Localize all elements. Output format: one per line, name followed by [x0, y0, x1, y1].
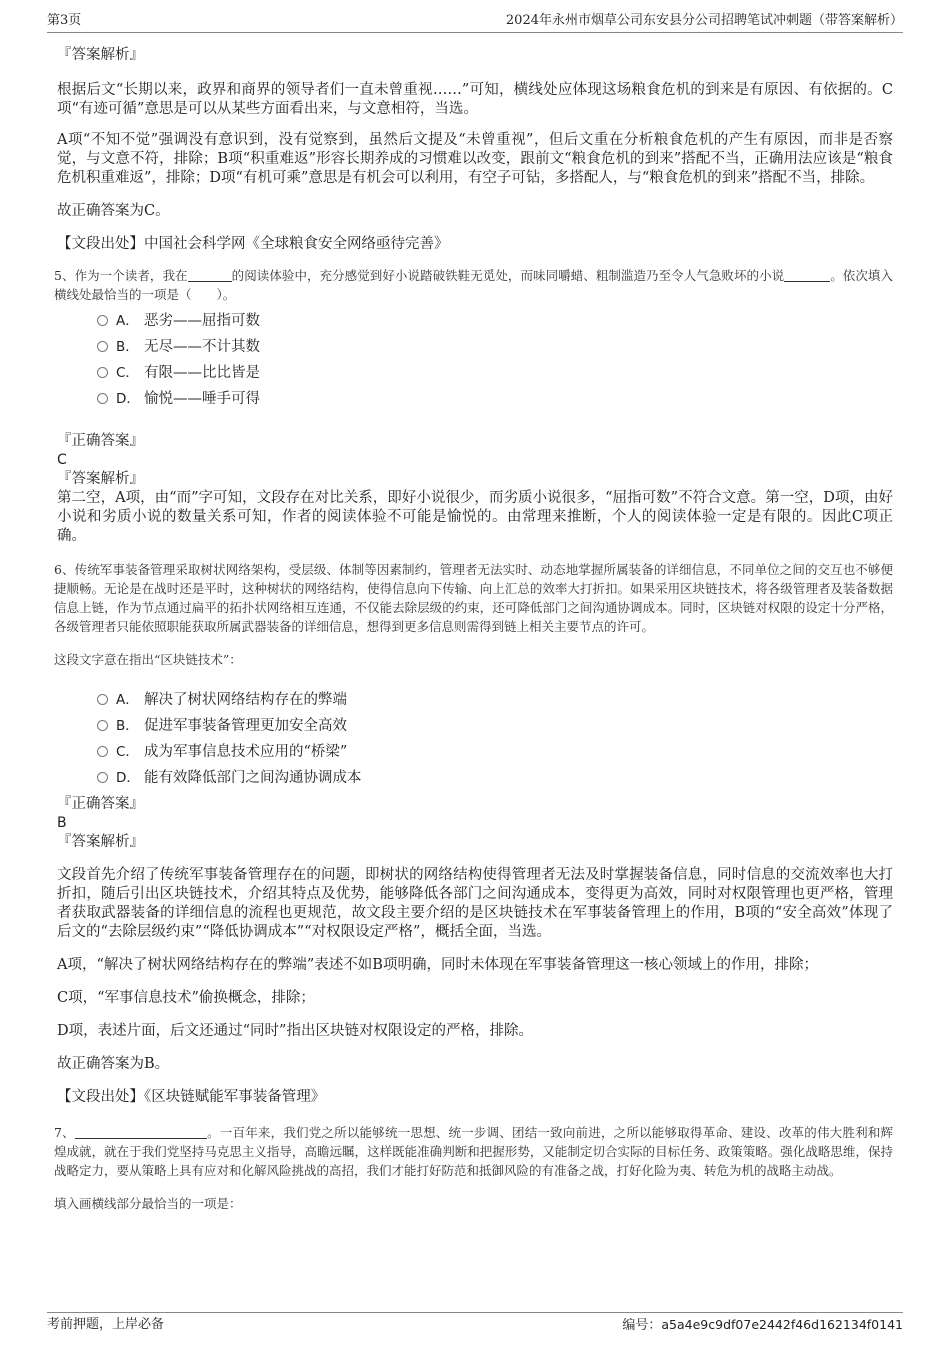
q6-analysis-label: 『答案解析』 [57, 834, 144, 850]
q5-option-a[interactable]: A． 恶劣——屈指可数 [97, 308, 893, 334]
q5-option-c[interactable]: C． 有限——比比皆是 [97, 360, 893, 386]
q5-stem: 5、作为一个读者，我在 的阅读体验中，充分感觉到好小说踏破铁鞋无觅处，而味同嚼蜡、粗制滥造乃至令人气急败坏的小说 。依次填入横线处最恰当的一项是（ ）。 [54, 268, 893, 302]
radio-icon[interactable] [97, 694, 108, 705]
q6-options [97, 687, 893, 791]
q6-analysis-para3: C项，“军事信息技术”偷换概念，排除； [57, 990, 315, 1006]
q6-analysis-para2: A项，“解决了树状网络结构存在的弊端”表述不如B项明确，同时未体现在军事装备管理这一核心领域上的作用，排除； [57, 957, 818, 973]
radio-icon[interactable] [97, 367, 108, 378]
q6-answer-label: 『正确答案』 [57, 796, 144, 812]
q6-analysis-para4: D项，表述片面，后文还通过“同时”指出区块链对权限设定的严格，排除。 [57, 1023, 533, 1039]
radio-icon[interactable] [97, 315, 108, 326]
q4-analysis-para2: A项“不知不觉”强调没有意识到，没有觉察到，虽然后文提及“未曾重视”，但后文重在分析粮食危机的产生有原因，而非是否察觉，与文意不符，排除；B项“积重难返”形容长期养成的习惯难以改变，跟前文“粮食危机的到来”搭配不当，正确用法应该是“粮食危机积重难返”，排除；D项“有机可乘”意思是有机会可以利用，有空子可钻，多搭配人，与“粮食危机的到来”搭配不当，排除。 [57, 132, 893, 186]
q6-stem: 6、传统军事装备管理采取树状网络架构，受层级、体制等因素制约，管理者无法实时、动态地掌握所属装备的详细信息，不同单位之间的交互也不够便捷顺畅。无论是在战时还是平时，这种树状的网络结构，使得信息向下传输、向上汇总的效率大打折扣。如果采用区块链技术，将各级管理者及装备数据信息上链，作为节点通过扁平的拓扑状网络相互连通，不仅能去除层级的约束，还可降低部门之间沟通协调成本。同时，区块链对权限的设定十分严格，各级管理者只能依照职能获取所属武器装备的详细信息，想得到更多信息则需得到链上相关主要节点的许可。 [54, 562, 893, 634]
q4-source: 【文段出处】中国社会科学网《全球粮食安全网络亟待完善》 [57, 236, 449, 252]
page-number: 第3页 [47, 13, 82, 28]
q7-question: 填入画横线部分最恰当的一项是： [54, 1196, 242, 1211]
page-header [47, 12, 903, 33]
q4-conclusion: 故正确答案为C。 [57, 203, 170, 219]
page-footer [47, 1312, 903, 1338]
q5-option-b[interactable]: B． 无尽——不计其数 [97, 334, 893, 360]
radio-icon[interactable] [97, 393, 108, 404]
q6-question: 这段文字意在指出“区块链技术”： [54, 652, 242, 667]
radio-icon[interactable] [97, 746, 108, 757]
radio-icon[interactable] [97, 720, 108, 731]
q5-answer: C [57, 452, 67, 468]
q4-analysis-label: 『答案解析』 [57, 47, 144, 63]
q6-option-b[interactable]: B． 促进军事装备管理更加安全高效 [97, 713, 893, 739]
q6-source: 【文段出处】《区块链赋能军事装备管理》 [57, 1089, 326, 1105]
q7-stem: 7、 。一百年来，我们党之所以能够统一思想、统一步调、团结一致向前进，之所以能够取得革命、建设、改革的伟大胜利和辉煌成就，就在于我们党坚持马克思主义指导，高瞻远瞩，这样既能准确判断和把握形势，又能制定切合实际的目标任务、政策策略。强化战略思维，保持战略定力，要从策略上具有应对和化解风险挑战的高招，我们才能打好防范和抵御风险的有准备之战，打好化险为夷、转危为机的战略主动战。 [54, 1125, 893, 1178]
document-title: 2024年永州市烟草公司东安县分公司招聘笔试冲刺题（带答案解析） [505, 13, 903, 28]
q6-option-d[interactable]: D． 能有效降低部门之间沟通协调成本 [97, 765, 893, 791]
q4-analysis-para1: 根据后文“长期以来，政界和商界的领导者们一直未曾重视……”可知，横线处应体现这场粮食危机的到来是有原因、有依据的。C项“有迹可循”意思是可以从某些方面看出来，与文意相符，当选。 [57, 82, 893, 117]
q5-analysis-label: 『答案解析』 [57, 471, 144, 487]
page-content [54, 46, 893, 1213]
q5-options [97, 308, 893, 412]
footer-slogan: 考前押题，上岸必备 [47, 1317, 165, 1332]
q5-analysis: 第二空，A项，由“而”字可知，文段存在对比关系，即好小说很少，而劣质小说很多，“屈指可数”不符合文意。第一空，D项，由好小说和劣质小说的数量关系可知，作者的阅读体验不可能是愉悦的。由常理来推断，个人的阅读体验一定是有限的。因此C项正确。 [57, 490, 893, 544]
q6-answer: B [57, 815, 67, 831]
q6-option-a[interactable]: A． 解决了树状网络结构存在的弊端 [97, 687, 893, 713]
radio-icon[interactable] [97, 772, 108, 783]
q6-analysis-para1: 文段首先介绍了传统军事装备管理存在的问题，即树状的网络结构使得管理者无法及时掌握装备信息，同时信息的交流效率也大打折扣，随后引出区块链技术，介绍其特点及优势，能够降低各部门之间沟通成本，变得更为高效，同时对权限管理也更严格，管理者获取武器装备的详细信息的流程也更规范，故文段主要介绍的是区块链技术在军事装备管理上的作用，B项的“安全高效”体现了后文的“去除层级约束”“降低协调成本”“对权限设定严格”，概括全面，当选。 [57, 867, 893, 940]
radio-icon[interactable] [97, 341, 108, 352]
document-code: 编号：a5a4e9c9df07e2442f46d162134f0141 [622, 1317, 903, 1333]
q5-option-d[interactable]: D． 愉悦——唾手可得 [97, 386, 893, 412]
q5-answer-label: 『正确答案』 [57, 433, 144, 449]
q6-option-c[interactable]: C． 成为军事信息技术应用的“桥梁” [97, 739, 893, 765]
q6-conclusion: 故正确答案为B。 [57, 1056, 170, 1072]
